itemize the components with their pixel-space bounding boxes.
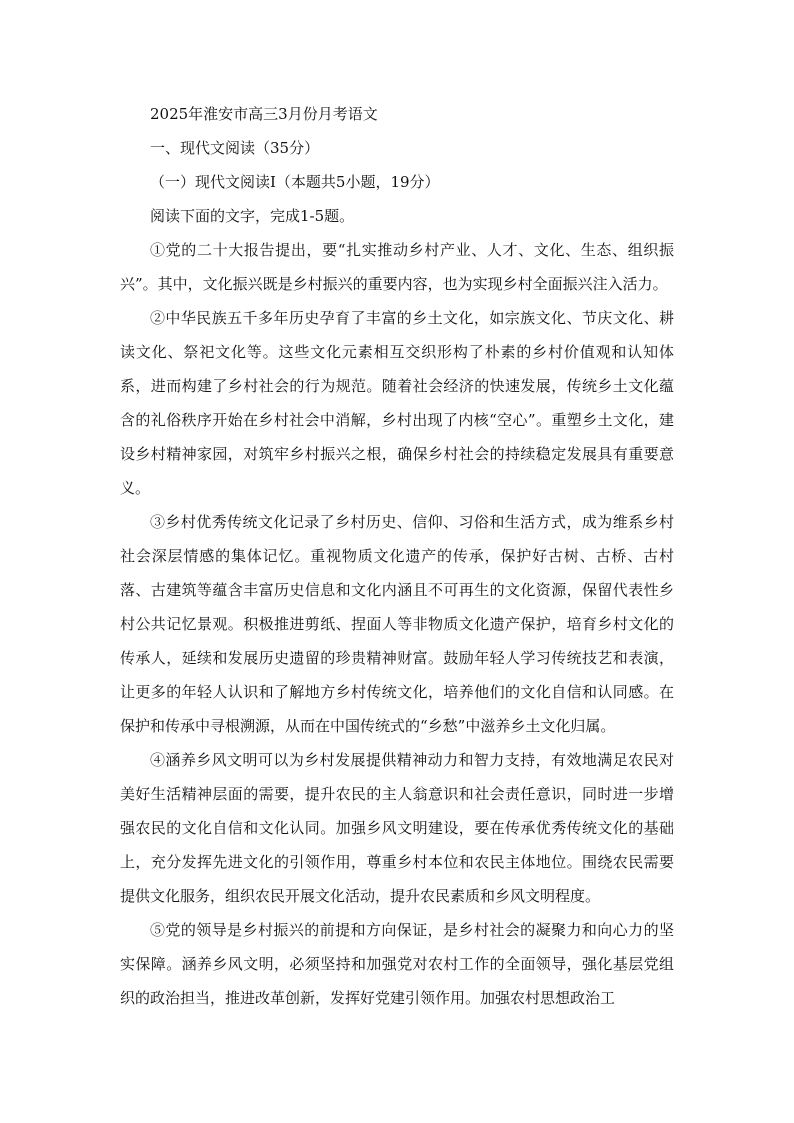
paragraph-1: ①党的二十大报告提出，要“扎实推动乡村产业、人才、文化、生态、组织振兴”。其中，文化振兴既是乡村振兴的重要内容，也为实现乡村全面振兴注入活力。 (120, 241, 674, 293)
document-page (120, 97, 674, 1015)
paragraph-4: ④涵养乡风文明可以为乡村发展提供精神动力和智力支持，有效地满足农民对美好生活精神层面的需要，提升农民的主人翁意识和社会责任意识，同时进一步增强农民的文化自信和文化认同。加强乡风文明建设，要在传承优秀传统文化的基础上，充分发挥先进文化的引领作用，尊重乡村本位和农民主体地位。围绕农民需要提供文化服务，组织农民开展文化活动，提升农民素质和乡风文明程度。 (120, 751, 674, 905)
paragraph-5: ⑤党的领导是乡村振兴的前提和方向保证，是乡村社会的凝聚力和向心力的坚实保障。涵养乡风文明，必须坚持和加强党对农村工作的全面领导，强化基层党组织的政治担当，推进改革创新，发挥好党建引领作用。加强农村思想政治工 (120, 921, 674, 1007)
section-heading: 一、现代文阅读（35分） (150, 139, 320, 157)
paragraph-3: ③乡村优秀传统文化记录了乡村历史、信仰、习俗和生活方式，成为维系乡村社会深层情感的集体记忆。重视物质文化遗产的传承，保护好古树、古桥、古村落、古建筑等蕴含丰富历史信息和文化内涵且不可再生的文化资源，保留代表性乡村公共记忆景观。积极推进剪纸、捏面人等非物质文化遗产保护，培育乡村文化的传承人，延续和发展历史遗留的珍贵精神财富。鼓励年轻人学习传统技艺和表演，让更多的年轻人认识和了解地方乡村传统文化，培养他们的文化自信和认同感。在保护和传承中寻根溯源，从而在中国传统式的“乡愁”中滋养乡土文化归属。 (120, 513, 674, 735)
subsection-heading: （一）现代文阅读Ⅰ（本题共5小题，19分） (150, 173, 440, 191)
paragraph-2: ②中华民族五千多年历史孕育了丰富的乡土文化，如宗族文化、节庆文化、耕读文化、祭祀文化等。这些文化元素相互交织形构了朴素的乡村价值观和认知体系，进而构建了乡村社会的行为规范。随着社会经济的快速发展，传统乡土文化蕴含的礼俗秩序开始在乡村社会中消解，乡村出现了内核“空心”。重塑乡土文化，建设乡村精神家园，对筑牢乡村振兴之根，确保乡村社会的持续稳定发展具有重要意义。 (120, 309, 674, 497)
reading-instruction: 阅读下面的文字，完成1-5题。 (150, 207, 355, 225)
document-title: 2025年淮安市高三3月份月考语文 (150, 105, 378, 123)
